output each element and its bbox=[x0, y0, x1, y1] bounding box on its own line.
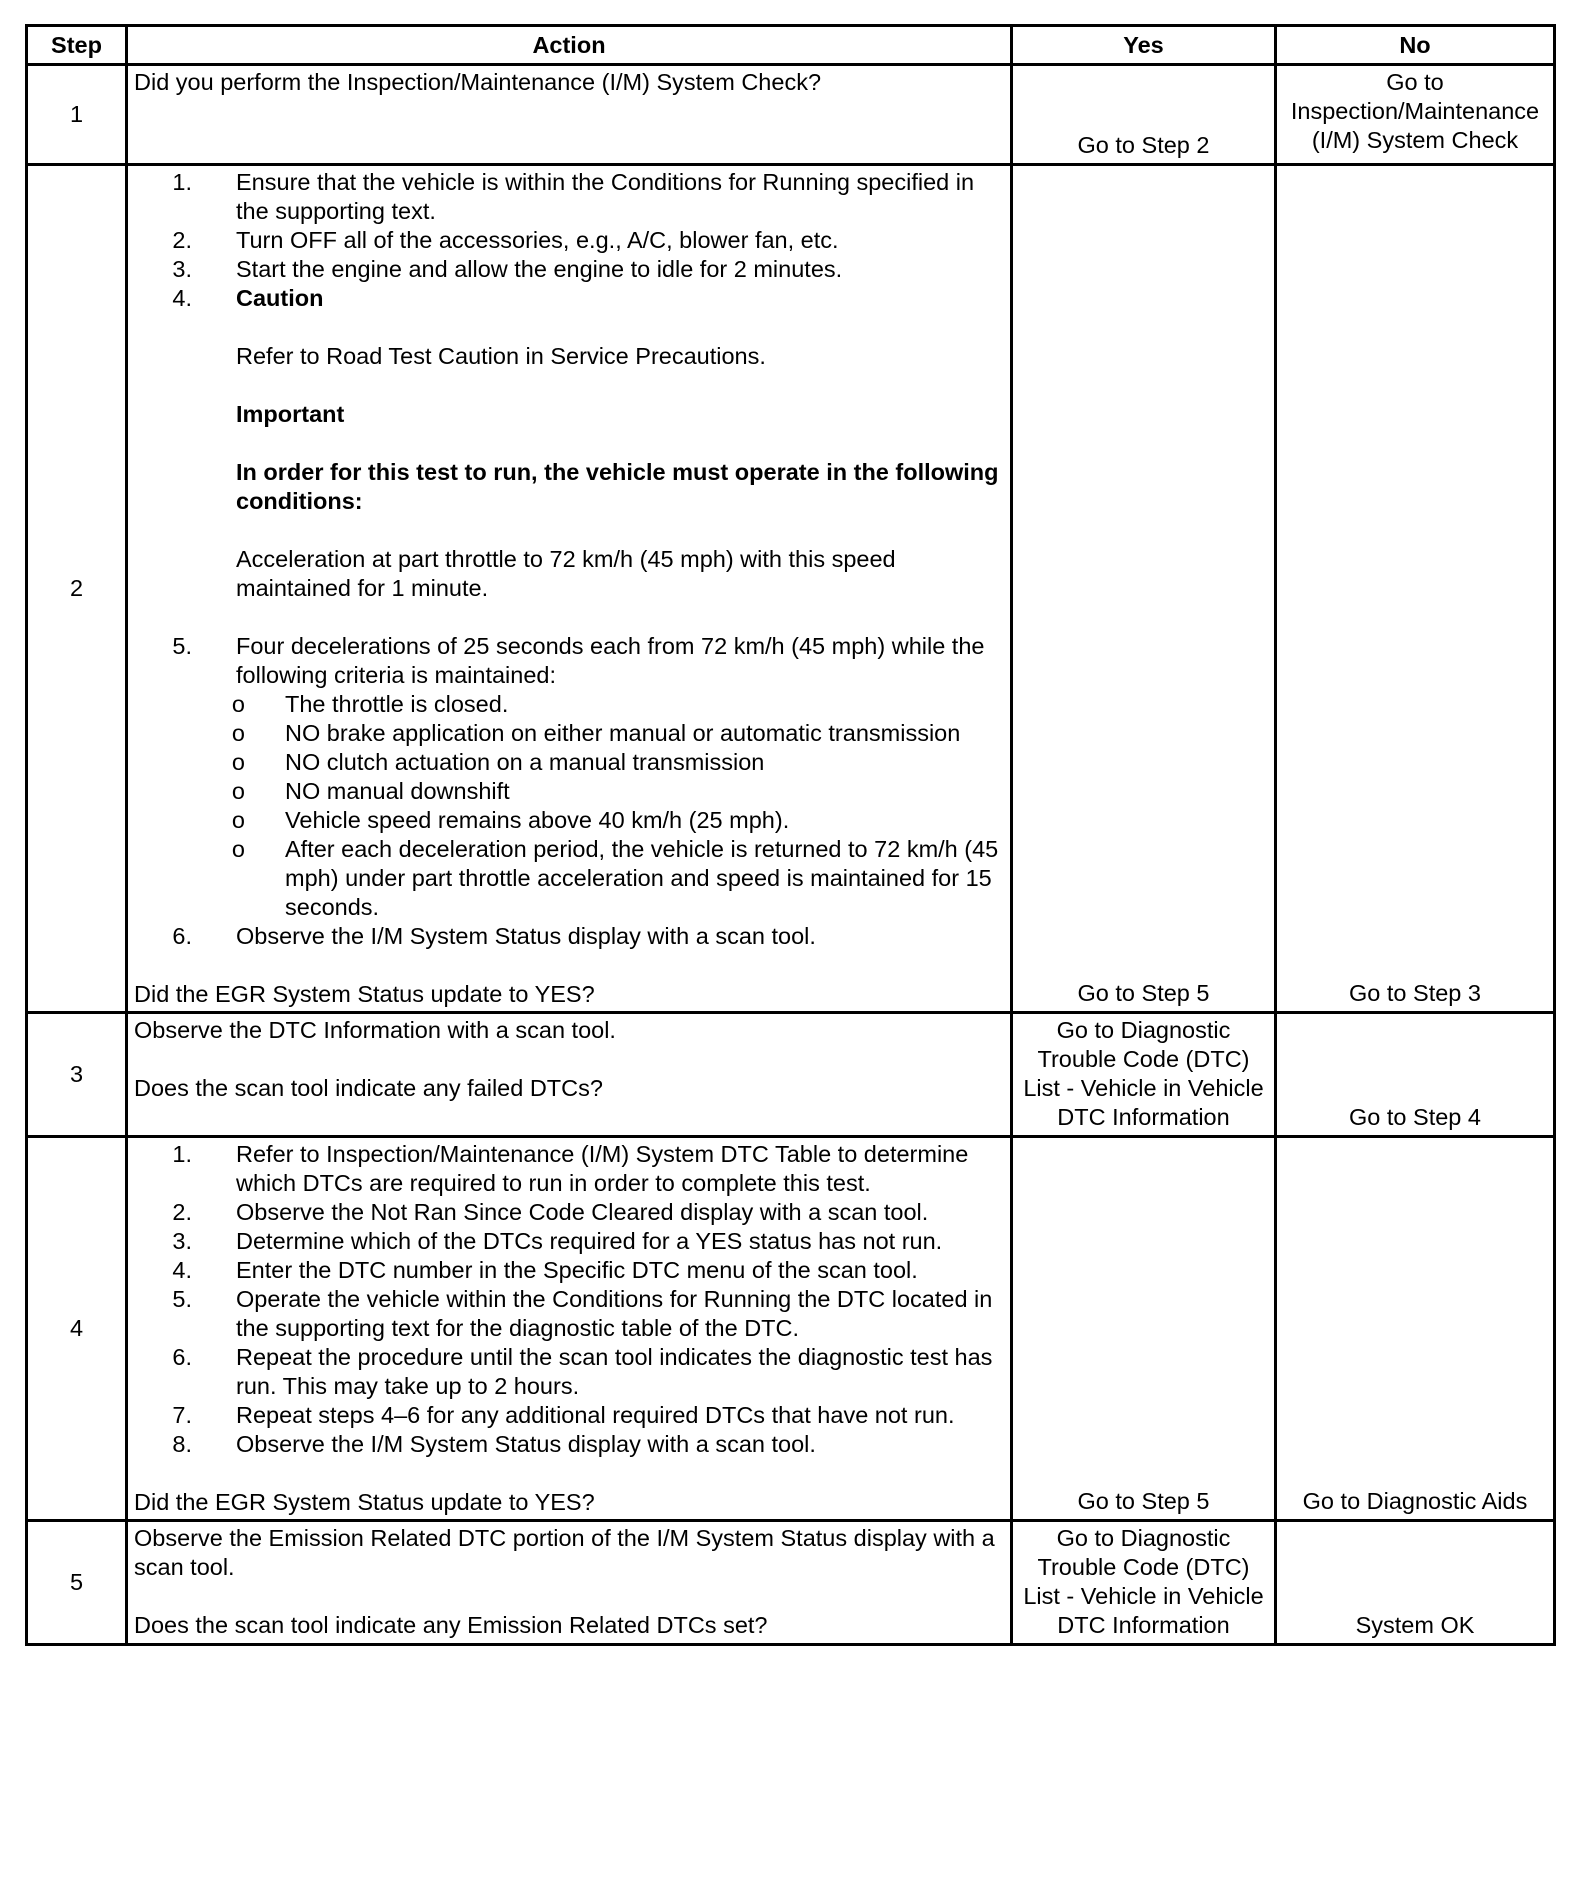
bullet: o bbox=[231, 749, 245, 775]
no-cell: Go to Step 3 bbox=[1276, 165, 1555, 1013]
question-text: Does the scan tool indicate any Emission Related DTCs set? bbox=[134, 1612, 768, 1638]
table-row-step-5 bbox=[27, 1521, 1555, 1645]
list-item bbox=[134, 255, 1004, 284]
header-action: Action bbox=[127, 26, 1012, 65]
action-text: Observe the DTC Information with a scan tool. bbox=[134, 1017, 616, 1043]
header-row bbox=[27, 26, 1555, 65]
list-item bbox=[134, 168, 1004, 226]
sub-list-item bbox=[134, 748, 1004, 777]
item-number: 2. bbox=[172, 227, 192, 253]
bullet: o bbox=[231, 836, 245, 862]
item-text: Ensure that the vehicle is within the Conditions for Running specified in the supporting text. bbox=[236, 169, 975, 224]
item-text: Refer to Inspection/Maintenance (I/M) System DTC Table to determine which DTCs are required to run in order to complete this test. bbox=[236, 1141, 969, 1196]
caution-block bbox=[134, 342, 1004, 371]
item-number: 7. bbox=[172, 1402, 192, 1428]
item-number: 2. bbox=[172, 1199, 192, 1225]
item-text: Repeat steps 4–6 for any additional required DTCs that have not run. bbox=[236, 1402, 955, 1428]
step-number: 1 bbox=[27, 65, 127, 165]
list-item bbox=[134, 1343, 1004, 1401]
item-number: 1. bbox=[172, 1141, 192, 1167]
step-number: 5 bbox=[27, 1521, 127, 1645]
question-text: Did the EGR System Status update to YES? bbox=[134, 1489, 595, 1515]
item-number: 8. bbox=[172, 1431, 192, 1457]
bullet: o bbox=[231, 691, 245, 717]
item-number: 5. bbox=[172, 633, 192, 659]
action-cell bbox=[127, 165, 1012, 1013]
sub-list-item bbox=[134, 719, 1004, 748]
item-text: Start the engine and allow the engine to idle for 2 minutes. bbox=[236, 256, 843, 282]
procedure-list bbox=[134, 1140, 1004, 1459]
item-number: 3. bbox=[172, 256, 192, 282]
question-text: Did the EGR System Status update to YES? bbox=[134, 981, 595, 1007]
important-text: In order for this test to run, the vehicle must operate in the following conditions: bbox=[236, 459, 999, 514]
no-cell: Go to Step 4 bbox=[1276, 1013, 1555, 1137]
action-cell bbox=[127, 1521, 1012, 1645]
item-text: Operate the vehicle within the Conditions for Running the DTC located in the supporting text for the diagnostic table of the DTC. bbox=[236, 1286, 993, 1341]
sub-item-text: After each deceleration period, the vehicle is returned to 72 km/h (45 mph) under part throttle acceleration and speed is maintained for 15 seconds. bbox=[285, 836, 999, 920]
sub-item-text: Vehicle speed remains above 40 km/h (25 mph). bbox=[285, 807, 790, 833]
list-item bbox=[134, 1140, 1004, 1198]
yes-cell: Go to Diagnostic Trouble Code (DTC) List - Vehicle in Vehicle DTC Information bbox=[1012, 1521, 1276, 1645]
list-item bbox=[134, 1256, 1004, 1285]
list-item bbox=[134, 922, 1004, 951]
action-text: Did you perform the Inspection/Maintenance (I/M) System Check? bbox=[134, 69, 822, 95]
step-number: 3 bbox=[27, 1013, 127, 1137]
table-row-step-3 bbox=[27, 1013, 1555, 1137]
item-number: 4. bbox=[172, 285, 192, 311]
sub-list-item bbox=[134, 835, 1004, 922]
item-number: 6. bbox=[172, 1344, 192, 1370]
item-number: 6. bbox=[172, 923, 192, 949]
item-number: 5. bbox=[172, 1286, 192, 1312]
item-number: 1. bbox=[172, 169, 192, 195]
list-item bbox=[134, 1430, 1004, 1459]
item-text: Four decelerations of 25 seconds each from 72 km/h (45 mph) while the following criteria is maintained: bbox=[236, 633, 985, 688]
header-no: No bbox=[1276, 26, 1555, 65]
yes-cell: Go to Step 2 bbox=[1012, 65, 1276, 165]
step-number: 2 bbox=[27, 165, 127, 1013]
action-cell bbox=[127, 1137, 1012, 1521]
important-label: Important bbox=[236, 401, 345, 427]
yes-cell: Go to Step 5 bbox=[1012, 1137, 1276, 1521]
sub-list-item bbox=[134, 777, 1004, 806]
list-item bbox=[134, 1198, 1004, 1227]
item-text: Enter the DTC number in the Specific DTC menu of the scan tool. bbox=[236, 1257, 918, 1283]
list-item bbox=[134, 284, 1004, 313]
yes-cell: Go to Diagnostic Trouble Code (DTC) List - Vehicle in Vehicle DTC Information bbox=[1012, 1013, 1276, 1137]
item-text: Repeat the procedure until the scan tool indicates the diagnostic test has run. This may take up to 2 hours. bbox=[236, 1344, 993, 1399]
item-text: Observe the I/M System Status display with a scan tool. bbox=[236, 1431, 816, 1457]
bullet: o bbox=[231, 778, 245, 804]
caution-text: Refer to Road Test Caution in Service Precautions. bbox=[236, 343, 766, 369]
item-text: Observe the I/M System Status display with a scan tool. bbox=[236, 923, 816, 949]
sub-item-text: NO brake application on either manual or automatic transmission bbox=[285, 720, 961, 746]
question-text: Does the scan tool indicate any failed DTCs? bbox=[134, 1075, 603, 1101]
sub-item-text: NO clutch actuation on a manual transmission bbox=[285, 749, 765, 775]
yes-cell: Go to Step 5 bbox=[1012, 165, 1276, 1013]
caution-label: Caution bbox=[236, 285, 324, 311]
item-text: Observe the Not Ran Since Code Cleared display with a scan tool. bbox=[236, 1199, 929, 1225]
sub-list-item bbox=[134, 690, 1004, 719]
table-row-step-4 bbox=[27, 1137, 1555, 1521]
item-text: Turn OFF all of the accessories, e.g., A/C, blower fan, etc. bbox=[236, 227, 839, 253]
sub-item-text: The throttle is closed. bbox=[285, 691, 509, 717]
diagnostic-table bbox=[25, 24, 1556, 1646]
list-item bbox=[134, 1401, 1004, 1430]
bullet: o bbox=[231, 807, 245, 833]
sub-list-item bbox=[134, 806, 1004, 835]
action-cell bbox=[127, 1013, 1012, 1137]
list-item bbox=[134, 1227, 1004, 1256]
header-yes: Yes bbox=[1012, 26, 1276, 65]
no-cell: Go to Diagnostic Aids bbox=[1276, 1137, 1555, 1521]
table-row-step-1 bbox=[27, 65, 1555, 165]
list-item bbox=[134, 226, 1004, 255]
diagnostic-table-document bbox=[25, 24, 1553, 1646]
action-text: Observe the Emission Related DTC portion of the I/M System Status display with a scan tool. bbox=[134, 1525, 995, 1580]
acceleration-text: Acceleration at part throttle to 72 km/h (45 mph) with this speed maintained for 1 minute. bbox=[236, 546, 896, 601]
no-cell: System OK bbox=[1276, 1521, 1555, 1645]
step-number: 4 bbox=[27, 1137, 127, 1521]
list-item bbox=[134, 632, 1004, 690]
no-cell: Go to Inspection/Maintenance (I/M) System Check bbox=[1276, 65, 1555, 165]
procedure-list bbox=[134, 168, 1004, 951]
important-block bbox=[134, 400, 1004, 429]
table-row-step-2 bbox=[27, 165, 1555, 1013]
item-number: 4. bbox=[172, 1257, 192, 1283]
important-text-block bbox=[134, 458, 1004, 516]
acceleration-block bbox=[134, 545, 1004, 603]
bullet: o bbox=[231, 720, 245, 746]
list-item bbox=[134, 1285, 1004, 1343]
action-cell bbox=[127, 65, 1012, 165]
header-step: Step bbox=[27, 26, 127, 65]
item-number: 3. bbox=[172, 1228, 192, 1254]
item-text: Determine which of the DTCs required for a YES status has not run. bbox=[236, 1228, 943, 1254]
sub-item-text: NO manual downshift bbox=[285, 778, 510, 804]
